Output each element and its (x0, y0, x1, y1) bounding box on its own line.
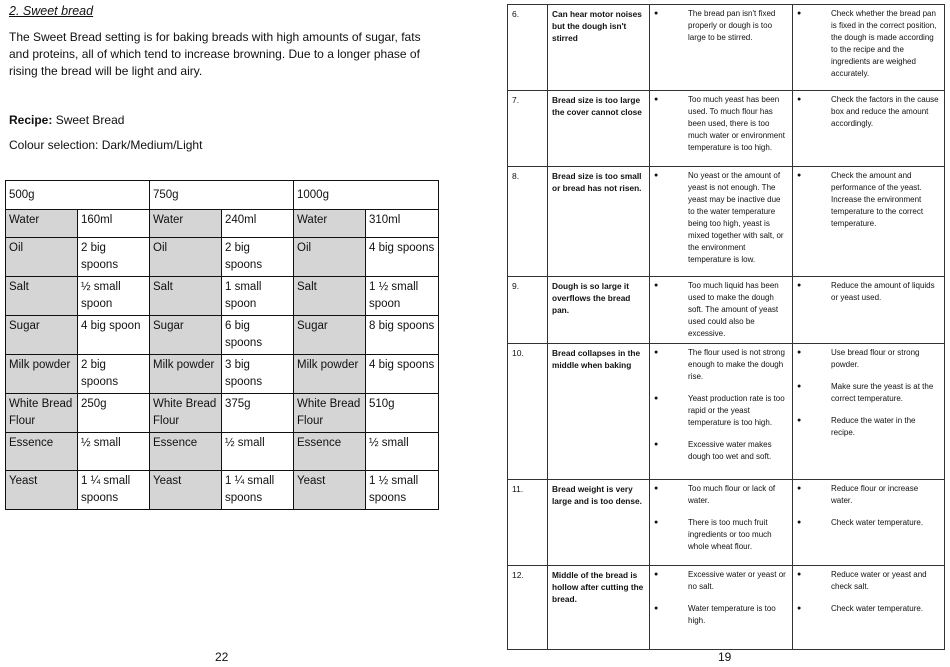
cause-item: ● Water temperature is too high. (654, 603, 788, 627)
ingredient-cell: Oil (150, 238, 222, 277)
recipe-row (6, 316, 439, 355)
amount-cell: 1 ½ small spoon (366, 277, 439, 316)
recipe-line (9, 113, 124, 127)
ingredient-cell: Milk powder (6, 355, 78, 394)
amount-cell: 160ml (78, 210, 150, 238)
recipe-row (6, 210, 439, 238)
cause-item: ● Too much liquid has been used to make the dough soft. The amount of yeast used could also be excessive. (654, 280, 788, 340)
ingredient-cell: Milk powder (150, 355, 222, 394)
ingredient-cell: Sugar (6, 316, 78, 355)
cause-item: ● Excessive water makes dough too wet and soft. (654, 439, 788, 463)
trouble-row (508, 344, 945, 480)
ingredient-cell: White Bread Flour (294, 394, 366, 433)
problem-cell: Bread collapses in the middle when baking (548, 344, 650, 480)
size-header: 500g (6, 181, 150, 210)
amount-cell: 3 big spoons (222, 355, 294, 394)
amount-cell: 310ml (366, 210, 439, 238)
recipe-row (6, 277, 439, 316)
cause-list (654, 347, 788, 463)
solution-list (797, 280, 940, 304)
cause-cell (650, 344, 793, 480)
size-header: 1000g (294, 181, 439, 210)
troubleshooting-table (507, 4, 945, 650)
ingredient-cell: Milk powder (294, 355, 366, 394)
cause-cell (650, 566, 793, 650)
solution-cell (793, 344, 945, 480)
cause-item: ● Too much flour or lack of water. (654, 483, 788, 507)
solution-list (797, 8, 940, 80)
solution-list (797, 170, 940, 230)
solution-cell (793, 480, 945, 566)
solution-cell (793, 5, 945, 91)
solution-item: ● Reduce flour or increase water. (797, 483, 940, 507)
cause-cell (650, 480, 793, 566)
recipe-row (6, 433, 439, 471)
cause-item: ● No yeast or the amount of yeast is not enough. The yeast may be inactive due to the water temperature being too high, yeast is mixed together with salt, or the environment temperature is low. (654, 170, 788, 266)
trouble-row (508, 277, 945, 344)
cause-list (654, 94, 788, 154)
amount-cell: 4 big spoons (366, 355, 439, 394)
row-number: 10. (508, 344, 548, 480)
ingredient-cell: Water (294, 210, 366, 238)
cause-cell (650, 167, 793, 277)
solution-item: ● Check whether the bread pan is fixed in the correct position, the dough is made according to the recipe and the ingredients are weighed accurately. (797, 8, 940, 80)
cause-list (654, 8, 788, 44)
recipe-row (6, 238, 439, 277)
amount-cell: 8 big spoons (366, 316, 439, 355)
solution-item: ● Check the factors in the cause box and reduce the amount accordingly. (797, 94, 940, 130)
section-title: 2. Sweet bread (9, 4, 94, 18)
problem-cell: Middle of the bread is hollow after cutting the bread. (548, 566, 650, 650)
amount-cell: 250g (78, 394, 150, 433)
problem-cell: Bread size is too large the cover cannot close (548, 91, 650, 167)
row-number: 7. (508, 91, 548, 167)
ingredient-cell: Yeast (294, 471, 366, 510)
row-number: 11. (508, 480, 548, 566)
trouble-row (508, 91, 945, 167)
trouble-row (508, 566, 945, 650)
amount-cell: 4 big spoon (78, 316, 150, 355)
trouble-row (508, 480, 945, 566)
trouble-row (508, 167, 945, 277)
intro-paragraph: The Sweet Bread setting is for baking breads with high amounts of sugar, fats and proteins, all of which tend to increase browning. Due to a longer phase of rising the bread will be light and airy. (9, 30, 421, 78)
amount-cell: 510g (366, 394, 439, 433)
cause-list (654, 483, 788, 553)
solution-item: ● Reduce the water in the recipe. (797, 415, 940, 439)
cause-item: ● There is too much fruit ingredients or too much whole wheat flour. (654, 517, 788, 553)
size-header-row (6, 181, 439, 210)
amount-cell: 2 big spoons (222, 238, 294, 277)
cause-list (654, 170, 788, 266)
amount-cell: 1 small spoon (222, 277, 294, 316)
ingredient-cell: Water (6, 210, 78, 238)
amount-cell: ½ small (366, 433, 439, 471)
row-number: 6. (508, 5, 548, 91)
solution-list (797, 347, 940, 439)
right-page (475, 0, 950, 667)
cause-list (654, 569, 788, 627)
ingredient-cell: Essence (6, 433, 78, 471)
trouble-row (508, 5, 945, 91)
ingredient-cell: Essence (294, 433, 366, 471)
row-number: 12. (508, 566, 548, 650)
problem-cell: Bread size is too small or bread has not risen. (548, 167, 650, 277)
ingredient-cell: White Bread Flour (150, 394, 222, 433)
size-header: 750g (150, 181, 294, 210)
solution-list (797, 94, 940, 130)
solution-item: ● Check water temperature. (797, 517, 940, 529)
cause-item: ● The bread pan isn't fixed properly or dough is too large to be stirred. (654, 8, 788, 44)
solution-item: ● Use bread flour or strong powder. (797, 347, 940, 371)
cause-item: ● Excessive water or yeast or no salt. (654, 569, 788, 593)
ingredient-cell: Essence (150, 433, 222, 471)
solution-item: ● Check the amount and performance of the yeast. Increase the environment temperature to the correct temperature. (797, 170, 940, 230)
amount-cell: 1 ½ small spoons (366, 471, 439, 510)
row-number: 8. (508, 167, 548, 277)
solution-item: ● Reduce the amount of liquids or yeast used. (797, 280, 940, 304)
amount-cell: 6 big spoons (222, 316, 294, 355)
recipe-row (6, 471, 439, 510)
ingredient-cell: Oil (294, 238, 366, 277)
solution-item: ● Check water temperature. (797, 603, 940, 615)
solution-cell (793, 91, 945, 167)
recipe-row (6, 394, 439, 433)
ingredient-cell: Yeast (150, 471, 222, 510)
amount-cell: ½ small spoon (78, 277, 150, 316)
solution-item: ● Make sure the yeast is at the correct temperature. (797, 381, 940, 405)
ingredient-cell: Water (150, 210, 222, 238)
ingredient-cell: Salt (6, 277, 78, 316)
solution-list (797, 569, 940, 615)
colour-selection: Colour selection: Dark/Medium/Light (9, 138, 203, 152)
cause-item: ● The flour used is not strong enough to make the dough rise. (654, 347, 788, 383)
ingredient-cell: Yeast (6, 471, 78, 510)
amount-cell: 375g (222, 394, 294, 433)
cause-item: ● Too much yeast has been used. To much flour has been used, there is too much water or environment temperature is too high. (654, 94, 788, 154)
ingredient-cell: White Bread Flour (6, 394, 78, 433)
page-number: 22 (215, 650, 229, 664)
ingredient-cell: Sugar (150, 316, 222, 355)
recipe-row (6, 355, 439, 394)
amount-cell: ½ small (78, 433, 150, 471)
amount-cell: ½ small (222, 433, 294, 471)
cause-cell (650, 5, 793, 91)
amount-cell: 4 big spoons (366, 238, 439, 277)
amount-cell: 1 ¼ small spoons (222, 471, 294, 510)
ingredient-cell: Sugar (294, 316, 366, 355)
solution-list (797, 483, 940, 529)
amount-cell: 2 big spoons (78, 355, 150, 394)
solution-item: ● Reduce water or yeast and check salt. (797, 569, 940, 593)
cause-item: ● Yeast production rate is too rapid or the yeast temperature is too high. (654, 393, 788, 429)
cause-cell (650, 277, 793, 344)
solution-cell (793, 277, 945, 344)
amount-cell: 2 big spoons (78, 238, 150, 277)
problem-cell: Dough is so large it overflows the bread pan. (548, 277, 650, 344)
cause-cell (650, 91, 793, 167)
problem-cell: Bread weight is very large and is too dense. (548, 480, 650, 566)
amount-cell: 1 ¼ small spoons (78, 471, 150, 510)
ingredient-cell: Oil (6, 238, 78, 277)
problem-cell: Can hear motor noises but the dough isn't stirred (548, 5, 650, 91)
solution-cell (793, 167, 945, 277)
page-number: 19 (718, 650, 732, 664)
ingredient-cell: Salt (294, 277, 366, 316)
recipe-table (5, 180, 439, 510)
ingredient-cell: Salt (150, 277, 222, 316)
recipe-label: Recipe: (9, 113, 53, 127)
cause-list (654, 280, 788, 340)
recipe-value: Sweet Bread (55, 113, 125, 127)
amount-cell: 240ml (222, 210, 294, 238)
solution-cell (793, 566, 945, 650)
row-number: 9. (508, 277, 548, 344)
